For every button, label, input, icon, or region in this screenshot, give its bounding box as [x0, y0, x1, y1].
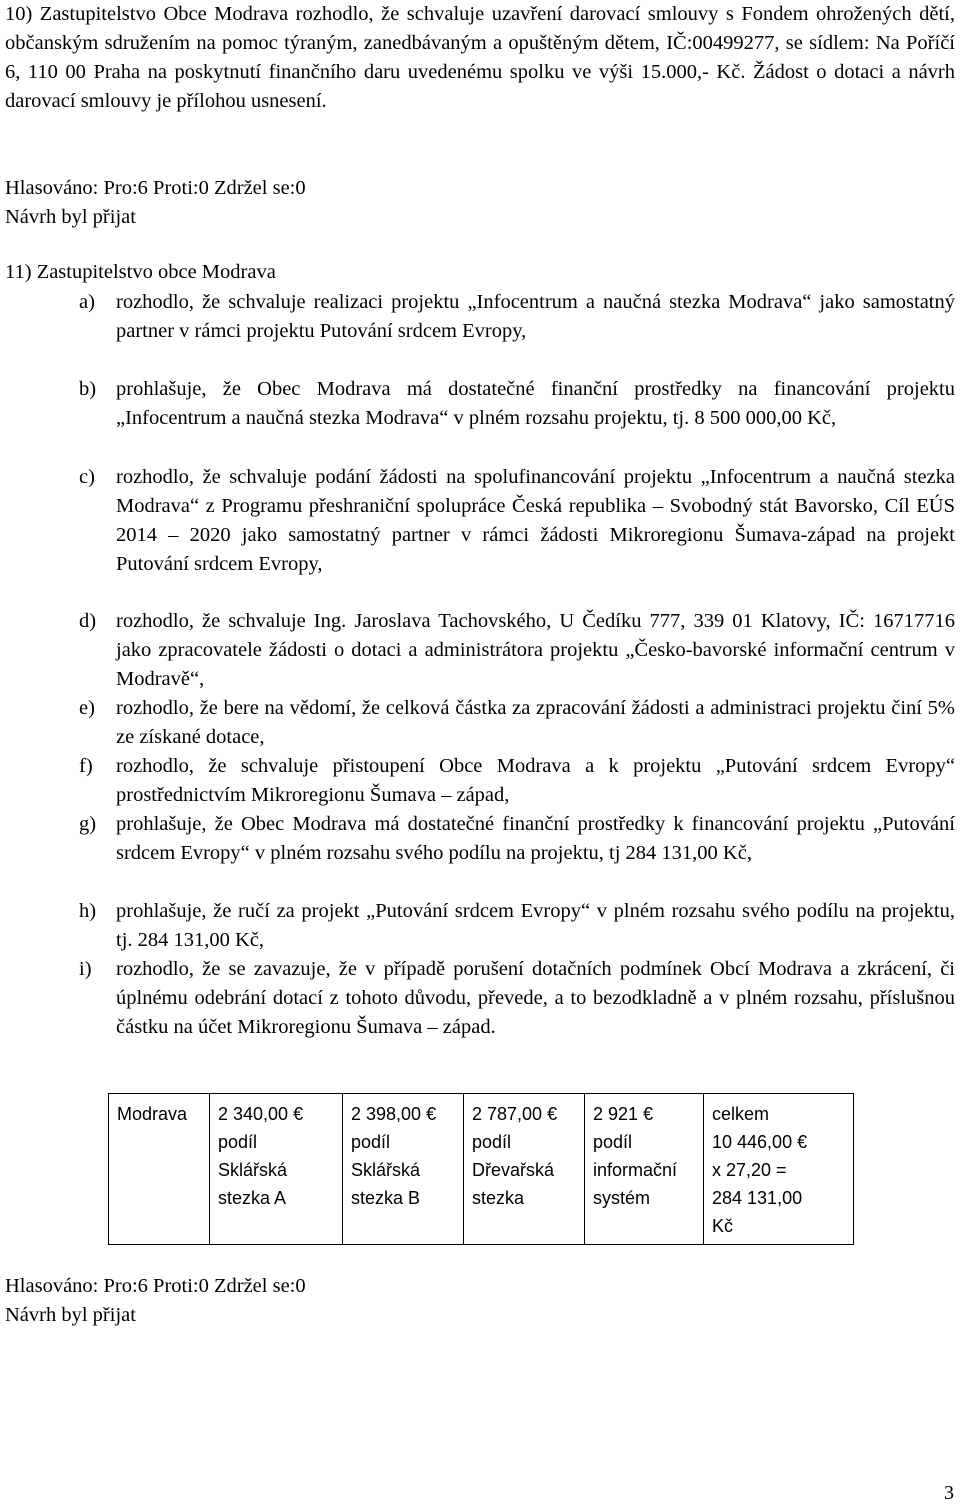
resolution-11-heading: 11) Zastupitelstvo obce Modrava — [5, 261, 276, 283]
point-text: rozhodlo, že schvaluje realizaci projektu „Infocentrum a naučná stezka Modrava“ jako samostatný partner v rámci projektu Putování srdcem Evropy, — [116, 291, 955, 342]
cell-text: podíl — [218, 1132, 258, 1152]
cell-text: systém — [593, 1188, 651, 1208]
point-label: i) — [79, 958, 92, 980]
cell-text: 2 340,00 € — [218, 1104, 304, 1124]
cell-text: informační — [593, 1160, 678, 1180]
table-row — [109, 1094, 854, 1245]
table-cell — [210, 1094, 343, 1245]
cell-text: podíl — [351, 1132, 391, 1152]
cell-text: 10 446,00 € — [712, 1132, 808, 1152]
point-text: rozhodlo, že schvaluje přistoupení Obce Modrava a k projektu „Putování srdcem Evropy“ prostřednictvím Mikroregionu Šumava – západ, — [116, 755, 955, 806]
cell-text: Dřevařská — [472, 1160, 555, 1180]
point-label: f) — [79, 755, 93, 777]
cell-text: podíl — [593, 1132, 633, 1152]
point-label: d) — [79, 610, 97, 632]
cell-text: celkem — [712, 1104, 770, 1124]
page-number: 3 — [944, 1482, 954, 1504]
resolution-10-text: 10) Zastupitelstvo Obce Modrava rozhodlo, že schvaluje uzavření darovací smlouvy s Fondem ohrožených dětí, občanským sdružením na pomoc týraným, zanedbávaným a opuštěným dětem, IČ:00499277, se sídlem: Na Poříčí 6, 110 00 Praha na poskytnutí finančního daru uvedenému spolku ve výši 15.000,- Kč. Žádost o dotaci a návrh darovací smlouvy je přílohou usnesení. — [5, 3, 955, 112]
cell-text: x 27,20 = — [712, 1160, 787, 1180]
point-text: prohlašuje, že ručí za projekt „Putování srdcem Evropy“ v plném rozsahu svého podílu na projektu, tj. 284 131,00 Kč, — [116, 900, 955, 951]
cell-text: Sklářská — [351, 1160, 421, 1180]
cell-text: 2 921 € — [593, 1104, 654, 1124]
point-label: c) — [79, 466, 95, 488]
resolution-10-result: Návrh byl přijat — [5, 206, 136, 228]
cost-share-table — [108, 1093, 854, 1245]
cell-text: 2 787,00 € — [472, 1104, 558, 1124]
cell-text: stezka — [472, 1188, 525, 1208]
cell-text: 2 398,00 € — [351, 1104, 437, 1124]
table-cell — [109, 1094, 210, 1245]
point-label: g) — [79, 813, 97, 835]
cell-text: Kč — [712, 1216, 734, 1236]
table-cell — [343, 1094, 464, 1245]
point-label: a) — [79, 291, 95, 313]
point-text: prohlašuje, že Obec Modrava má dostatečné finanční prostředky na financování projektu „Infocentrum a naučná stezka Modrava“ v plném rozsahu projektu, tj. 8 500 000,00 Kč, — [116, 378, 955, 429]
point-text: prohlašuje, že Obec Modrava má dostatečné finanční prostředky k financování projektu „Putování srdcem Evropy“ v plném rozsahu svého podílu na projektu, tj 284 131,00 Kč, — [116, 813, 955, 864]
table-cell — [585, 1094, 704, 1245]
table-cell — [464, 1094, 585, 1245]
point-label: e) — [79, 697, 95, 719]
resolution-10-vote: Hlasováno: Pro:6 Proti:0 Zdržel se:0 — [5, 177, 306, 199]
point-label: h) — [79, 900, 97, 922]
resolution-11-result: Návrh byl přijat — [5, 1304, 136, 1326]
point-label: b) — [79, 378, 97, 400]
point-text: rozhodlo, že schvaluje Ing. Jaroslava Tachovského, U Čedíku 777, 339 01 Klatovy, IČ: 16717716 jako zpracovatele žádosti o dotaci a administrátora projektu „Česko-bavorské informační centrum v Modravě“, — [116, 610, 955, 690]
cell-text: podíl — [472, 1132, 512, 1152]
point-text: rozhodlo, že bere na vědomí, že celková částka za zpracování žádosti a administraci projektu činí 5% ze získané dotace, — [116, 697, 955, 748]
point-text: rozhodlo, že se zavazuje, že v případě porušení dotačních podmínek Obcí Modrava a zkrácení, či úplnému odebrání dotací z tohoto důvodu, převede, a to bezodkladně a v plném rozsahu, příslušnou částku na účet Mikroregionu Šumava – západ. — [116, 958, 955, 1038]
cell-text: Modrava — [117, 1104, 188, 1124]
table-cell — [704, 1094, 854, 1245]
cell-text: Sklářská — [218, 1160, 288, 1180]
cell-text: stezka B — [351, 1188, 421, 1208]
cell-text: 284 131,00 — [712, 1188, 803, 1208]
cell-text: stezka A — [218, 1188, 287, 1208]
point-text: rozhodlo, že schvaluje podání žádosti na spolufinancování projektu „Infocentrum a naučná stezka Modrava“ z Programu přeshraniční spolupráce Česká republika – Svobodný stát Bavorsko, Cíl EÚS 2014 – 2020 jako samostatný partner v rámci žádosti Mikroregionu Šumava-západ na projekt Putování srdcem Evropy, — [116, 466, 955, 575]
resolution-11-vote: Hlasováno: Pro:6 Proti:0 Zdržel se:0 — [5, 1275, 306, 1297]
